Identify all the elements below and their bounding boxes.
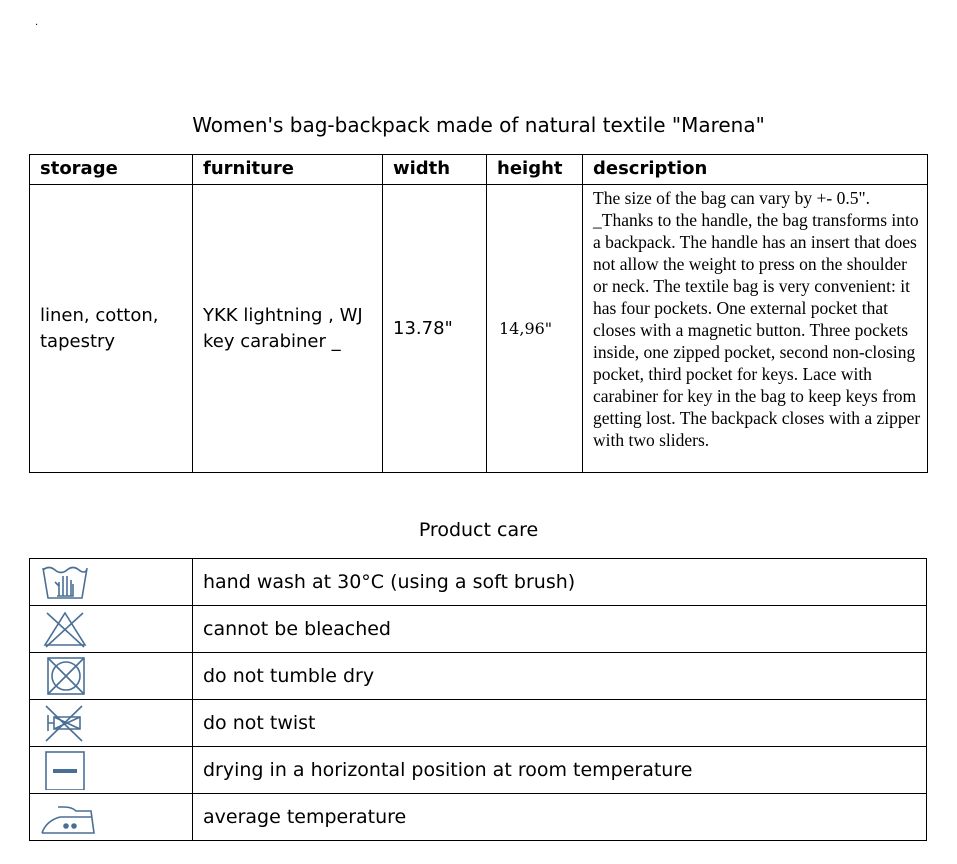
furniture-value: YKK lightning , WJ key carabiner _ <box>193 185 383 473</box>
header-furniture: furniture <box>193 155 383 185</box>
iron-medium-icon <box>40 797 96 837</box>
header-storage: storage <box>30 155 193 185</box>
care-table <box>29 558 927 841</box>
care-title: Product care <box>418 519 539 541</box>
care-text: drying in a horizontal position at room temperature <box>193 747 927 794</box>
care-row <box>30 747 927 794</box>
care-row <box>30 700 927 747</box>
no-wring-icon <box>40 703 90 743</box>
specs-data-row <box>30 185 928 473</box>
height-value: 14,96" <box>487 185 583 473</box>
storage-value: linen, cotton, tapestry <box>30 185 193 473</box>
no-bleach-icon <box>40 609 90 649</box>
header-description: description <box>583 155 928 185</box>
header-height: height <box>487 155 583 185</box>
care-text: do not tumble dry <box>193 653 927 700</box>
care-row <box>30 653 927 700</box>
care-row <box>30 794 927 841</box>
care-text: average temperature <box>193 794 927 841</box>
header-width: width <box>383 155 487 185</box>
width-value: 13.78" <box>383 185 487 473</box>
care-text: do not twist <box>193 700 927 747</box>
care-row <box>30 559 927 606</box>
specs-header-row <box>30 155 928 185</box>
specs-table <box>29 154 928 473</box>
dry-flat-icon <box>40 750 90 790</box>
hand-wash-icon <box>40 562 90 602</box>
care-row <box>30 606 927 653</box>
no-tumble-dry-icon <box>40 656 90 696</box>
page-title: Women's bag-backpack made of natural textile "Marena" <box>192 113 765 137</box>
description-value: The size of the bag can vary by +- 0.5". _Thanks to the handle, the bag transforms into a backpack. The handle has an insert that does not allow the weight to press on the shoulder or neck. The textile bag is very convenient: it has four pockets. One external pocket that closes with a magnetic button. Three pockets inside, one zipped pocket, second non-closing pocket, third pocket for keys. Lace with carabiner for key in the bag to keep keys from getting lost. The backpack closes with a zipper with two sliders. <box>583 185 928 473</box>
stray-dot: . <box>35 17 39 28</box>
care-text: hand wash at 30°C (using a soft brush) <box>193 559 927 606</box>
care-text: cannot be bleached <box>193 606 927 653</box>
